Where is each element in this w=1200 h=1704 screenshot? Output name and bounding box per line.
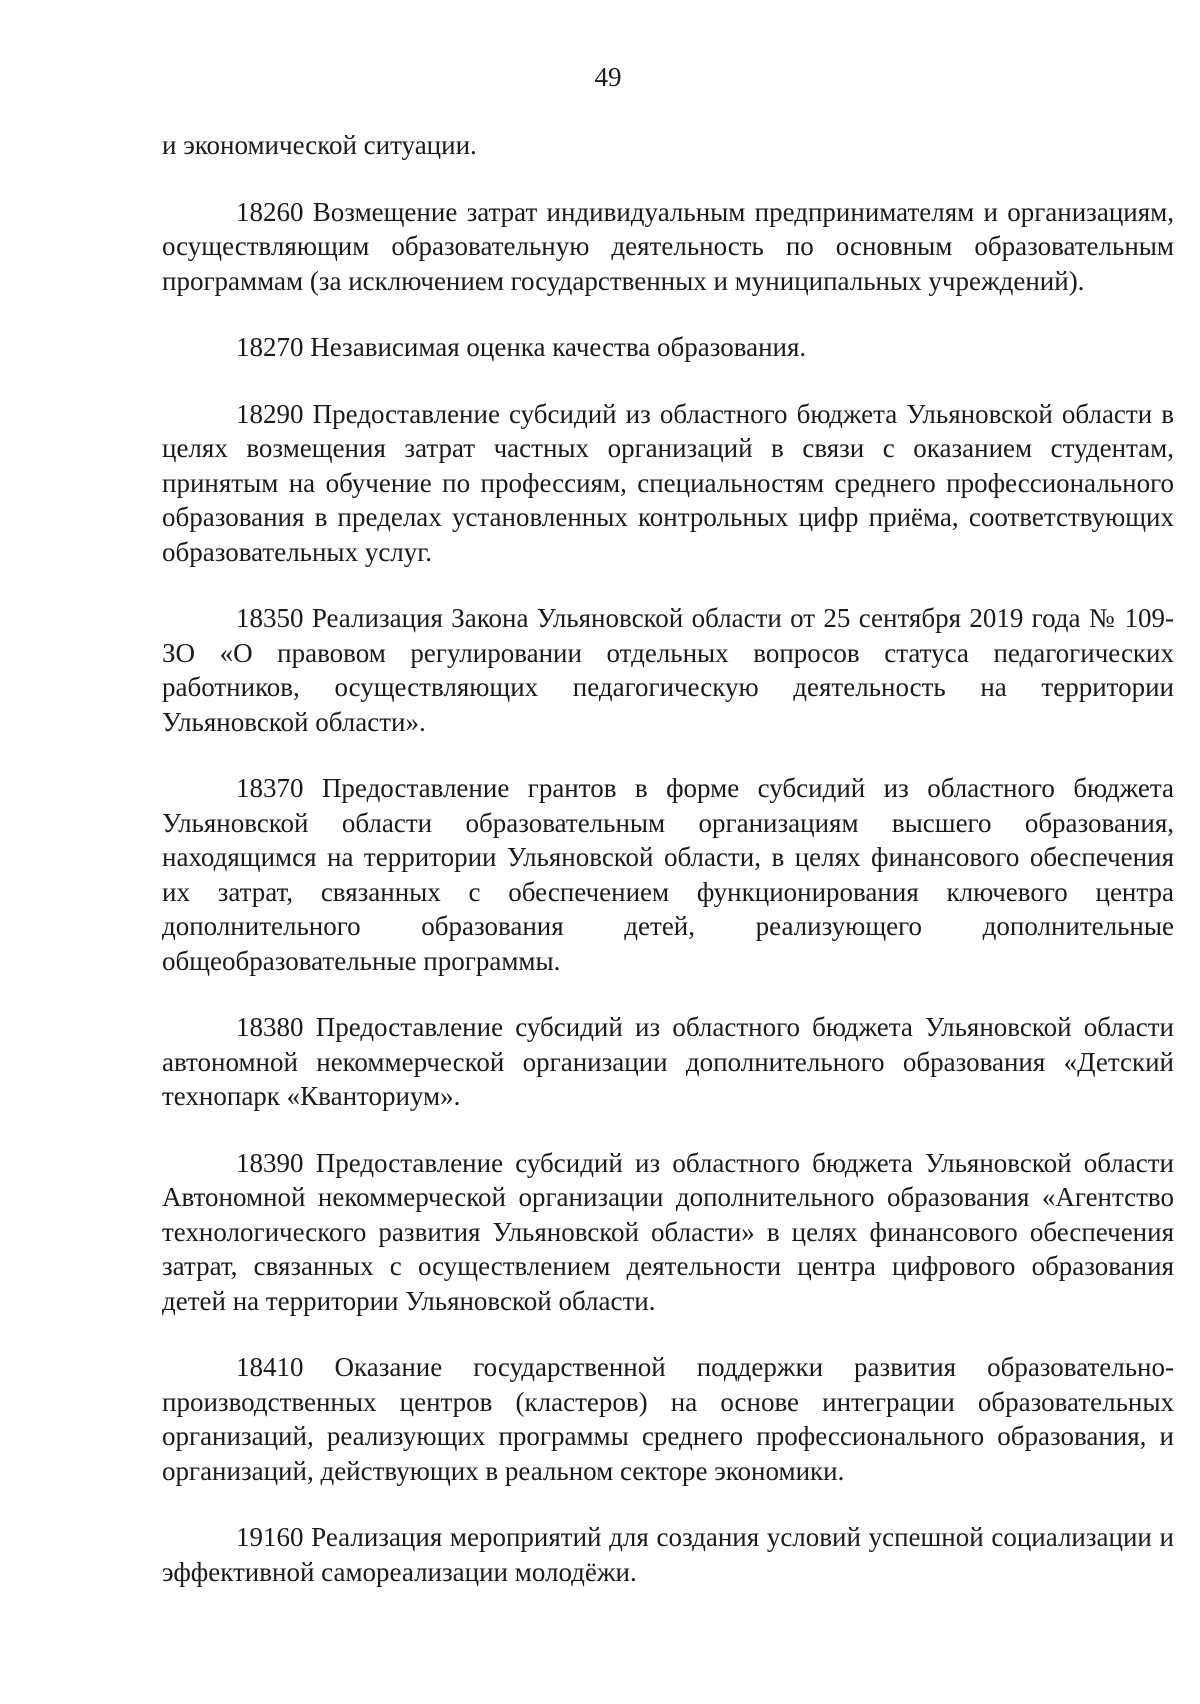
document-body [162,128,1174,1589]
paragraph-continuation: и экономической ситуации. [162,130,477,160]
paragraph-18270: 18270 Независимая оценка качества образования. [236,332,807,362]
paragraph-18370: 18370 Предоставление грантов в форме субсидий из областного бюджета Ульяновской области образовательным организациям высшего образования, находящимся на территории Ульяновской области, в целях финансового обеспечения их затрат, связанных с обеспечением функционирования ключевого центра дополнительного образования детей, реализующего дополнительные общеобразовательные программы. [162,773,1174,976]
paragraph-18410: 18410 Оказание государственной поддержки развития образовательно-производственных центров (кластеров) на основе интеграции образовательных организаций, реализующих программы среднего профессионального образования, и организаций, действующих в реальном секторе экономики. [162,1352,1174,1486]
paragraph-18290: 18290 Предоставление субсидий из областного бюджета Ульяновской области в целях возмещения затрат частных организаций в связи с оказанием студентам, принятым на обучение по профессиям, специальностям среднего профессионального образования в пределах установленных контрольных цифр приёма, соответствующих образовательных услуг. [162,398,1174,567]
paragraph-18260: 18260 Возмещение затрат индивидуальным предпринимателям и организациям, осуществляющим образовательную деятельность по основным образовательным программам (за исключением государственных и муниципальных учреждений). [162,196,1174,296]
page-number: 49 [594,62,622,92]
paragraph-19160: 19160 Реализация мероприятий для создания условий успешной социализации и эффективной самореализации молодёжи. [162,1522,1174,1587]
paragraph-18390: 18390 Предоставление субсидий из областного бюджета Ульяновской области Автономной некоммерческой организации дополнительного образования «Агентство технологического развития Ульяновской области» в целях финансового обеспечения затрат, связанных с осуществлением деятельности центра цифрового образования детей на территории Ульяновской области. [162,1147,1174,1316]
paragraph-18380: 18380 Предоставление субсидий из областного бюджета Ульяновской области автономной некоммерческой организации дополнительного образования «Детский технопарк «Кванториум». [162,1012,1174,1111]
paragraph-18350: 18350 Реализация Закона Ульяновской области от 25 сентября 2019 года № 109-ЗО «О правовом регулировании отдельных вопросов статуса педагогических работников, осуществляющих педагогическую деятельность на территории Ульяновской области». [162,603,1174,737]
